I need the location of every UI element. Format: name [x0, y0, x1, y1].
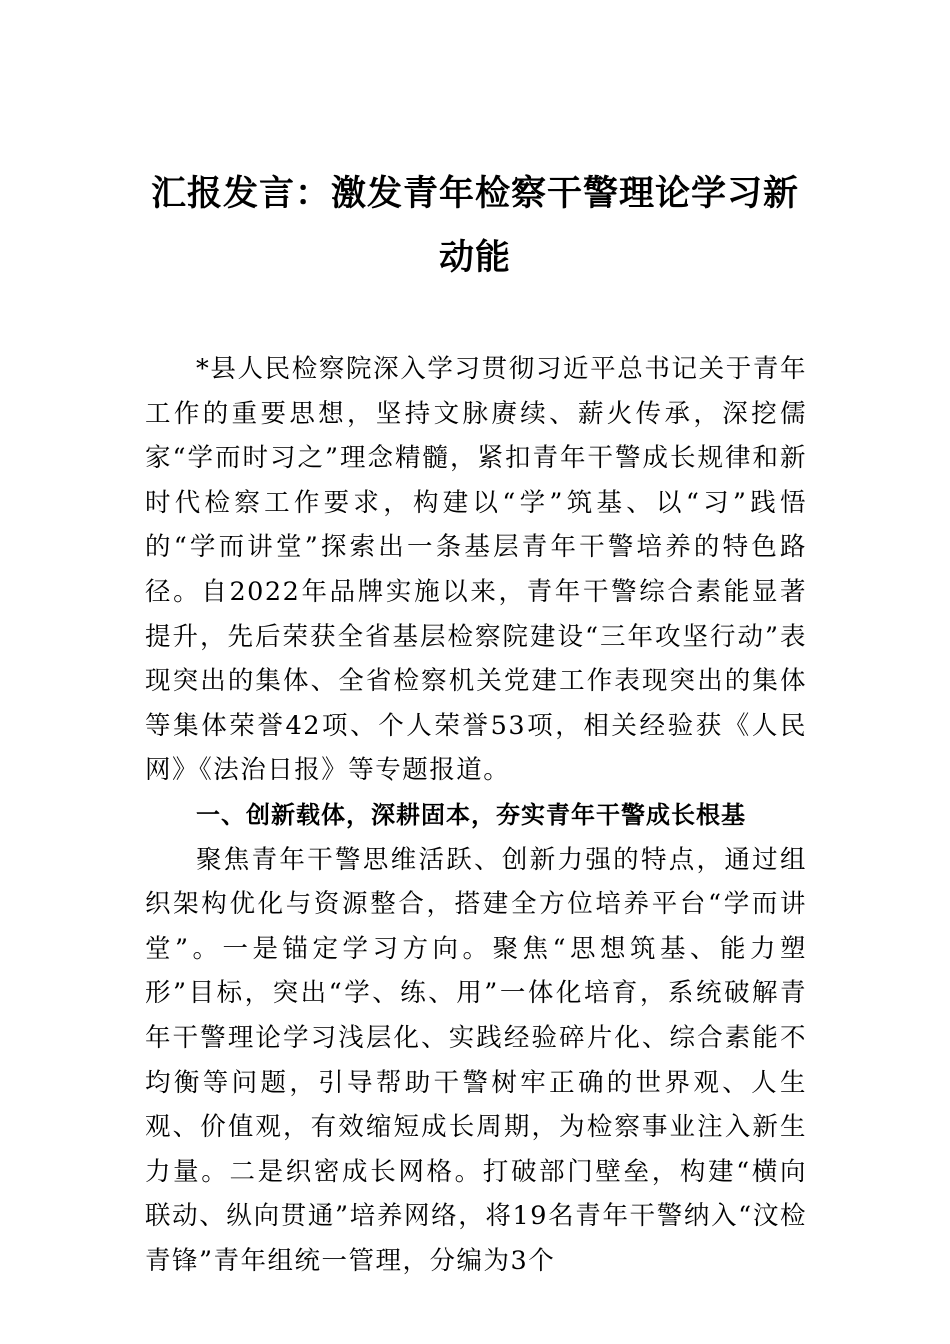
document-body: [145, 347, 807, 1283]
document-title: [145, 162, 805, 290]
title-line-2: 动能: [438, 237, 511, 278]
title-line-1: 汇报发言：激发青年检察干警理论学习新: [150, 173, 799, 214]
intro-paragraph: *县人民检察院深入学习贯彻习近平总书记关于青年工作的重要思想，坚持文脉赓续、薪火传承，深挖儒家“学而时习之”理念精髓，紧扣青年干警成长规律和新时代检察工作要求，构建以“学”筑基、以“习”践悟的“学而讲堂”探索出一条基层青年干警培养的特色路径。自2022年品牌实施以来，青年干警综合素能显著提升，先后荣获全省基层检察院建设“三年攻坚行动”表现突出的集体、全省检察机关党建工作表现突出的集体等集体荣誉42项、个人荣誉53项，相关经验获《人民网》《法治日报》等专题报道。: [145, 354, 807, 786]
section-1-paragraph: 聚焦青年干警思维活跃、创新力强的特点，通过组织架构优化与资源整合，搭建全方位培养平台“学而讲堂”。一是锚定学习方向。聚焦“思想筑基、能力塑形”目标，突出“学、练、用”一体化培育，系统破解青年干警理论学习浅层化、实践经验碎片化、综合素能不均衡等问题，引导帮助干警树牢正确的世界观、人生观、价值观，有效缩短成长周期，为检察事业注入新生力量。二是织密成长网格。打破部门壁垒，构建“横向联动、纵向贯通”培养网络，将19名青年干警纳入“汶检青锋”青年组统一管理，分编为3个: [145, 844, 807, 1276]
section-1-heading: 一、创新载体，深耕固本，夯实青年干警成长根基: [196, 800, 746, 829]
